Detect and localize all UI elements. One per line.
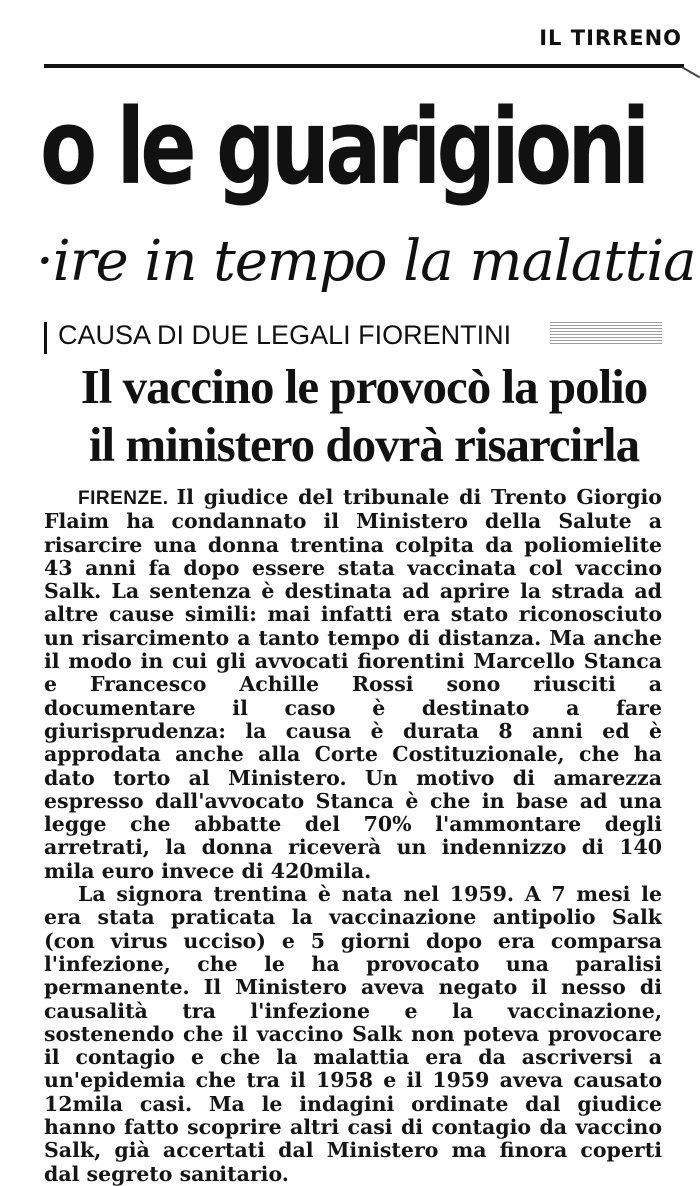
italic-subheadline: ·ire in tempo la malattia: [36, 229, 696, 294]
article-body: [44, 486, 662, 1186]
kicker: CAUSA DI DUE LEGALI FIORENTINI: [58, 320, 512, 350]
article-paragraph-1: [44, 486, 662, 883]
corner-mark: [672, 66, 700, 95]
kicker-shade: [550, 322, 662, 344]
article-paragraph-2: La signora trentina è nata nel 1959. A 7 mesi le era stata praticata la vaccinazione antipolio Salk (con virus ucciso) e 5 giorni dopo era comparsa l'infezione, che le ha provocato una paralisi permanente. Il Ministero aveva negato il nesso di causalità tra l'infezione e la vaccinazione, sostenendo che il vaccino Salk non poteva provocare il contagio e che la malattia era da ascriversi a un'epidemia che tra il 1958 e il 1959 aveva causato 12mila casi. Ma le indagini ordinate dal giudice hanno fatto scoprire altri casi di contagio da vaccino Salk, già accertati dal Ministero ma finora coperti dal segreto sanitario.: [44, 882, 662, 1186]
dateline: FIRENZE.: [78, 488, 169, 509]
kicker-bar: [44, 322, 47, 354]
top-rule: [44, 64, 684, 68]
headline-line-1: Il vaccino le provocò la polio: [80, 359, 648, 414]
masthead: IL TIRRENO: [539, 26, 682, 50]
article-paragraph-1-text: Il giudice del tribunale di Trento Giorgio Flaim ha condannato il Ministero della Salute a risarcire una donna trentina colpita da poliomielite 43 anni fa dopo essere stata vaccinata col vaccino Salk. La sentenza è destinata ad aprire la strada ad altre cause simili: mai infatti era stato riconosciuto un risarcimento a tanto tempo di distanza. Ma anche il modo in cui gli avvocati fiorentini Marcello Stanca e Francesco Achille Rossi sono riusciti a documentare il caso è destinato a fare giurisprudenza: la causa è durata 8 anni ed è approdata anche alla Corte Costituzionale, che ha dato torto al Ministero. Un motivo di amarezza espresso dall'avvocato Stanca è che in base ad una legge che abbatte del 70% l'ammontare degli arretrati, la donna riceverà un indennizzo di 140 mila euro invece di 420mila.: [44, 485, 662, 883]
headline: [44, 358, 684, 474]
big-headline: o le guarigioni: [40, 86, 646, 208]
headline-line-2: il ministero dovrà risarcirla: [88, 417, 640, 472]
